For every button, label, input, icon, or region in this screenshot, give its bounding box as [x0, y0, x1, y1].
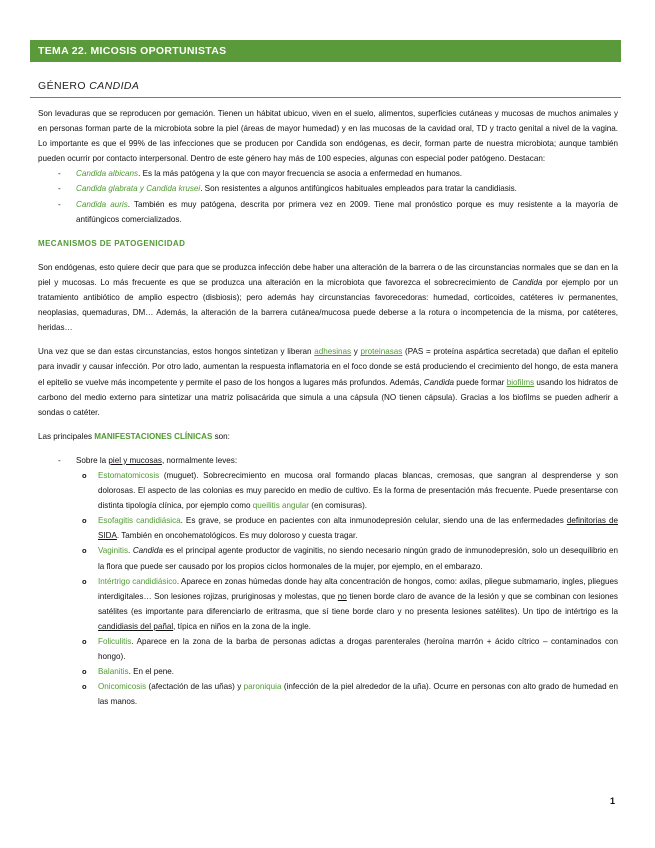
species-name: Candida albicans: [76, 169, 139, 179]
text-span: .: [128, 546, 133, 556]
mechanisms-heading: MECANISMOS DE PATOGENICIDAD: [38, 238, 186, 248]
clinical-form-name: Intértrigo candidiásico: [98, 576, 177, 586]
text-span: tienen borde claro de avance de la lesión y que se combinan con lesiones satélites (es importante para diferenciarlo de eritrasma, que sí tiene borde claro y no presenta lesiones satélites). Un tipo de intértrigo es la: [98, 591, 618, 616]
clinical-form-item: [80, 513, 618, 543]
text-span: Una vez que se dan estas circunstancias, estos hongos sintetizan y liberan: [38, 347, 315, 357]
clinical-form-item: [80, 468, 618, 513]
skin-mucosa-item: [58, 453, 618, 468]
clinical-form-item: [80, 679, 618, 709]
italic-genus: Candida: [512, 277, 543, 287]
intro-paragraph: Son levaduras que se reproducen por gemación. Tienen un hábitat ubicuo, viven en el suelo, alimentos, superficies cutáneas y mucosas de muchos animales y en personas forman parte de la microbiota sobre la piel (áreas de mayor humedad) y en las mucosas de la cavidad oral, TD y tracto genital a nivel de la vagina. Lo importante es que el 99% de las infecciones que se producen por Candida son endógenas, es decir, forman parte de nuestra microbiota; aunque también pueden ocurrir por contacto interpersonal. Dentro de este género hay más de 100 especies, algunas con especial poder patógeno. Destacan:: [38, 109, 618, 164]
section-heading-genus: CANDIDA: [89, 80, 140, 92]
mechanisms-paragraph-2: [38, 344, 618, 419]
clinical-form-name: Esofagitis candidiásica: [98, 516, 181, 526]
species-item: [58, 197, 618, 227]
manifestations-lead: [38, 429, 618, 444]
text-span: por ejemplo por un tratamiento antibiótico de amplio espectro (disbiosis); pero además hay circunstancias favorecedoras: humedad, corticoides, catéteres iv permanentes, neoplasias, quemaduras, DM… Además, la alteración de la barrera cutánea/mucosa puede deberse a la rotura o incompetencia de la misma, por catéteres, heridas…: [38, 277, 619, 333]
species-desc: . También es muy patógena, descrita por primera vez en 2009. Tiene mal pronóstico porque es muy resistente a la mayoría de antifúngicos comercializados.: [76, 199, 618, 224]
text-span: Las principales: [38, 431, 95, 441]
text-span: . En el pene.: [128, 667, 175, 677]
clinical-form-item: [80, 664, 618, 679]
clinical-form-name: Balanitis: [98, 667, 129, 677]
species-item: [58, 166, 618, 181]
text-span: es el principal agente productor de vaginitis, no siendo necesario ningún grado de inmunodepresión, solo un desequilibrio en la flora que puede ser causado por los propios ciclos hormonales de la mujer, por ejemplo, en el embarazo.: [98, 546, 618, 571]
text-span: , típica en niños en la zona de la ingle.: [173, 621, 311, 631]
green-term: queilitis angular: [252, 501, 310, 511]
text-span: Sobre la: [76, 455, 109, 465]
underlined-term: no: [337, 591, 347, 601]
species-name: Candida glabrata y Candida krusei: [76, 184, 201, 194]
text-span: (PAS = proteína aspártica secretada) que dañan el epitelio para invadir y causar infección. Por otro lado, aumentan la respuesta inflamatoria en el foco donde se está produciendo el crecimiento del hongo, de esta manera el epitelio se vuelve más incompetente y permite el paso de los hongos a lugares más profundos. Además,: [38, 347, 619, 387]
text-span: (afectación de las uñas) y: [146, 682, 244, 692]
section-heading-prefix: GÉNERO: [38, 80, 90, 92]
underlined-term: piel y mucosas: [108, 455, 162, 465]
page-number: 1: [610, 796, 616, 806]
adhesinas-term: adhesinas: [314, 347, 352, 357]
text-span: (en comisuras).: [309, 501, 368, 511]
text-span: (infección de la piel alrededor de la uña). Ocurre en personas con alto grado de humedad en las manos.: [98, 682, 618, 707]
mechanisms-paragraph-1: [38, 260, 618, 335]
text-span: , normalmente leves:: [161, 455, 238, 465]
clinical-form-item: [80, 634, 618, 664]
topic-title-bar: [30, 40, 621, 62]
species-item: [58, 181, 618, 196]
manifestations-list: [38, 453, 618, 468]
green-term: paroniquia: [243, 682, 282, 692]
clinical-form-item: [80, 574, 618, 634]
text-span: . Es grave, se produce en pacientes con alta inmunodepresión celular, siendo una de las enfermedades: [180, 516, 567, 526]
section-heading: [30, 74, 621, 98]
manifestations-term: MANIFESTACIONES CLÍNICAS: [94, 431, 213, 441]
text-span: puede formar: [453, 377, 507, 387]
italic-genus: Candida: [423, 377, 454, 387]
topic-title: TEMA 22. MICOSIS OPORTUNISTAS: [38, 45, 227, 57]
clinical-form-item: [80, 543, 618, 573]
biofilms-term: biofilms: [506, 377, 535, 387]
proteinasas-term: proteinasas: [360, 347, 403, 357]
underlined-term: definitorias de SIDA: [98, 516, 618, 541]
species-desc: . Son resistentes a algunos antifúngicos habituales empleados para tratar la candidiasis.: [200, 184, 517, 194]
italic-genus: Candida: [132, 546, 163, 556]
text-span: y: [351, 347, 361, 357]
text-span: son:: [212, 431, 230, 441]
text-span: . Aparece en la zona de la barba de personas adictas a drogas parenterales (heroína marrón + ácido cítrico – contaminados con hongo).: [98, 637, 618, 662]
clinical-form-name: Foliculitis: [98, 637, 132, 646]
underlined-term: candidiasis del pañal: [98, 621, 174, 631]
text-span: Son endógenas, esto quiere decir que para que se produzca infección debe haber una alteración de la barrera o de las circunstancias normales que se dan en la piel y mucosas. Lo más frecuente es que se produzca una alteración en la microbiota que favorezca el sobrecrecimiento de: [38, 262, 618, 287]
clinical-forms-list: [38, 468, 618, 710]
species-desc: . Es la más patógena y la que con mayor frecuencia se asocia a enfermedad en humanos.: [138, 169, 463, 179]
document-body: [38, 106, 618, 709]
text-span: . También en oncohematológicos. Es muy doloroso y cuesta tragar.: [116, 531, 358, 541]
clinical-form-name: Onicomicosis: [98, 682, 147, 692]
clinical-form-name: Estomatomicosis: [98, 470, 160, 480]
species-list: [38, 166, 618, 226]
species-name: Candida auris: [76, 199, 128, 209]
text-span: . Aparece en zonas húmedas donde hay alta concentración de hongos, como: axilas, pliegue submamario, ingles, pliegues interdigitales… Son lesiones rojizas, pruriginosas y molestas, que: [98, 576, 618, 601]
text-span: (muguet). Sobrecrecimiento en mucosa oral formando placas blancas, cremosas, que sangran al desprenderse y son dolorosas. El aspecto de las colonias es muy parecido en medio de cultivo. Es la forma de presentación más frecuente. Puede presentarse con distinta tipología clínica, por ejemplo como: [98, 470, 618, 511]
clinical-form-name: Vaginitis: [98, 546, 128, 556]
text-span: usando los hidratos de carbono del medio externo para sintetizar una matriz polisacárida que simula a una cápsula (NO tienen cápsula). Gracias a los biofilms se pueden adherir a sondas o catéter.: [38, 377, 618, 417]
